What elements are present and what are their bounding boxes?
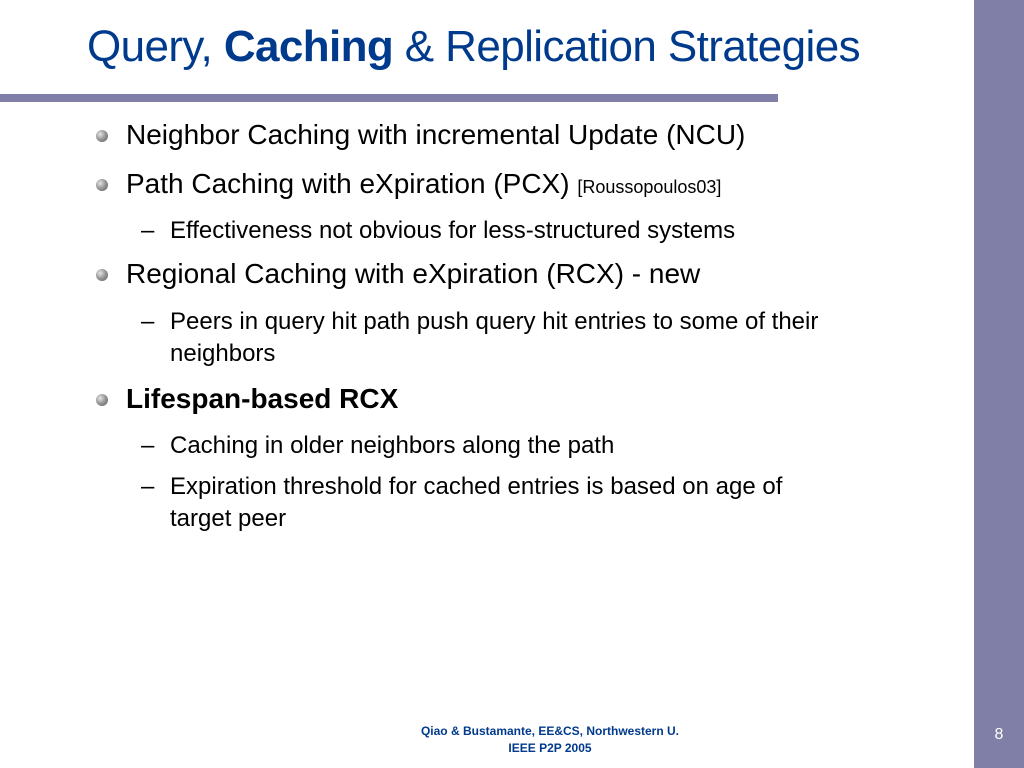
sub-item-effectiveness [141, 215, 736, 247]
citation-reference: [Roussopoulos03] [577, 177, 722, 197]
bullet-item-pcx [126, 168, 721, 200]
sub-item-line-2: neighbors [170, 340, 276, 367]
bullet-text: Path Caching with eXpiration (PCX) [126, 168, 578, 199]
bullet-text: Lifespan-based RCX [126, 383, 399, 414]
dash-marker: – [141, 308, 155, 335]
dash-marker: – [141, 217, 155, 244]
sub-item-text: Effectiveness not obvious for less-structured systems [170, 217, 736, 244]
bullet-item-lifespan-rcx [126, 383, 398, 415]
title-part-1: Query, [87, 22, 224, 71]
bullet-icon [96, 269, 108, 281]
sub-item-peers-push [141, 306, 819, 370]
slide-footer [400, 723, 700, 757]
bullet-icon [96, 394, 108, 406]
sub-item-line-1: Peers in query hit path push query hit entries to some of their [170, 308, 819, 335]
title-underline-rule [0, 94, 778, 102]
bullet-text: Neighbor Caching with incremental Update (NCU) [126, 119, 746, 150]
right-side-band [974, 0, 1024, 768]
page-number: 8 [994, 726, 1004, 743]
slide-title [87, 22, 860, 72]
sub-item-line-2: target peer [170, 505, 287, 532]
bullet-text: Regional Caching with eXpiration (RCX) - new [126, 258, 701, 289]
bullet-icon [96, 130, 108, 142]
dash-marker: – [141, 473, 155, 500]
footer-line-2: IEEE P2P 2005 [508, 741, 592, 755]
sub-item-older-neighbors [141, 430, 615, 462]
sub-item-text: Caching in older neighbors along the path [170, 432, 615, 459]
title-part-2: Caching [223, 22, 394, 71]
bullet-icon [96, 179, 108, 191]
dash-marker: – [141, 432, 155, 459]
bullet-item-ncu [126, 119, 745, 151]
bullet-item-rcx [126, 258, 700, 290]
sub-item-line-1: Expiration threshold for cached entries is based on age of [170, 473, 783, 500]
footer-line-1: Qiao & Bustamante, EE&CS, Northwestern U. [420, 724, 680, 738]
title-part-3: & Replication Strategies [393, 22, 860, 71]
sub-item-expiration-threshold [141, 471, 783, 535]
